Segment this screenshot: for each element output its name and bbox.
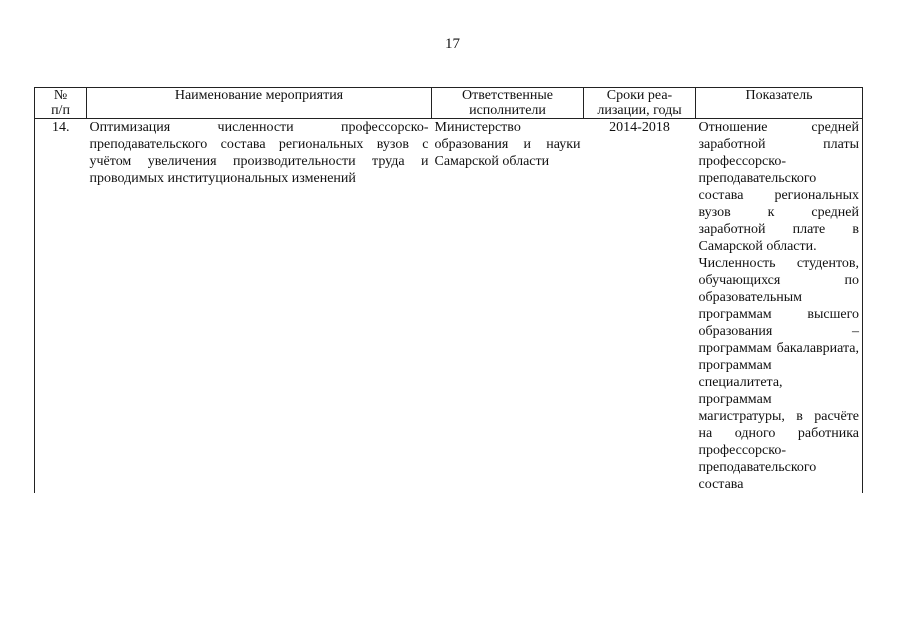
measures-table (34, 87, 863, 493)
header-name: Наименование мероприятия (87, 88, 432, 119)
responsible-executor: Министерство образования и науки Самарской области (434, 120, 581, 169)
table-header-row (35, 88, 863, 119)
header-deadline: Сроки реа- лизации, годы (584, 88, 696, 119)
indicator-students-per-staff: Численность студентов, обучающихся по образовательным программам высшего образования – программам бакалавриата, программам специалитета, программам магистратуры, в расчёте на одного работника профессорско-преподавательского состава (698, 256, 859, 492)
measure-name: Оптимизация численности профессорско-преподавательского состава региональных вузов с учётом увеличения производительности труда и проводимых институциональных изменений (89, 120, 429, 186)
row-number: 14. (35, 119, 87, 494)
page-number: 17 (445, 36, 460, 52)
table-row (35, 119, 863, 494)
indicator-cell (696, 119, 863, 494)
header-indicator: Показатель (696, 88, 863, 119)
header-responsible: Ответственные исполнители (432, 88, 584, 119)
implementation-period: 2014-2018 (609, 120, 670, 135)
header-no: № п/п (35, 88, 87, 119)
indicator-salary-ratio: Отношение средней заработной платы профессорско-преподавательского состава региональных вузов к средней заработной плате в Самарской области. (698, 120, 859, 254)
